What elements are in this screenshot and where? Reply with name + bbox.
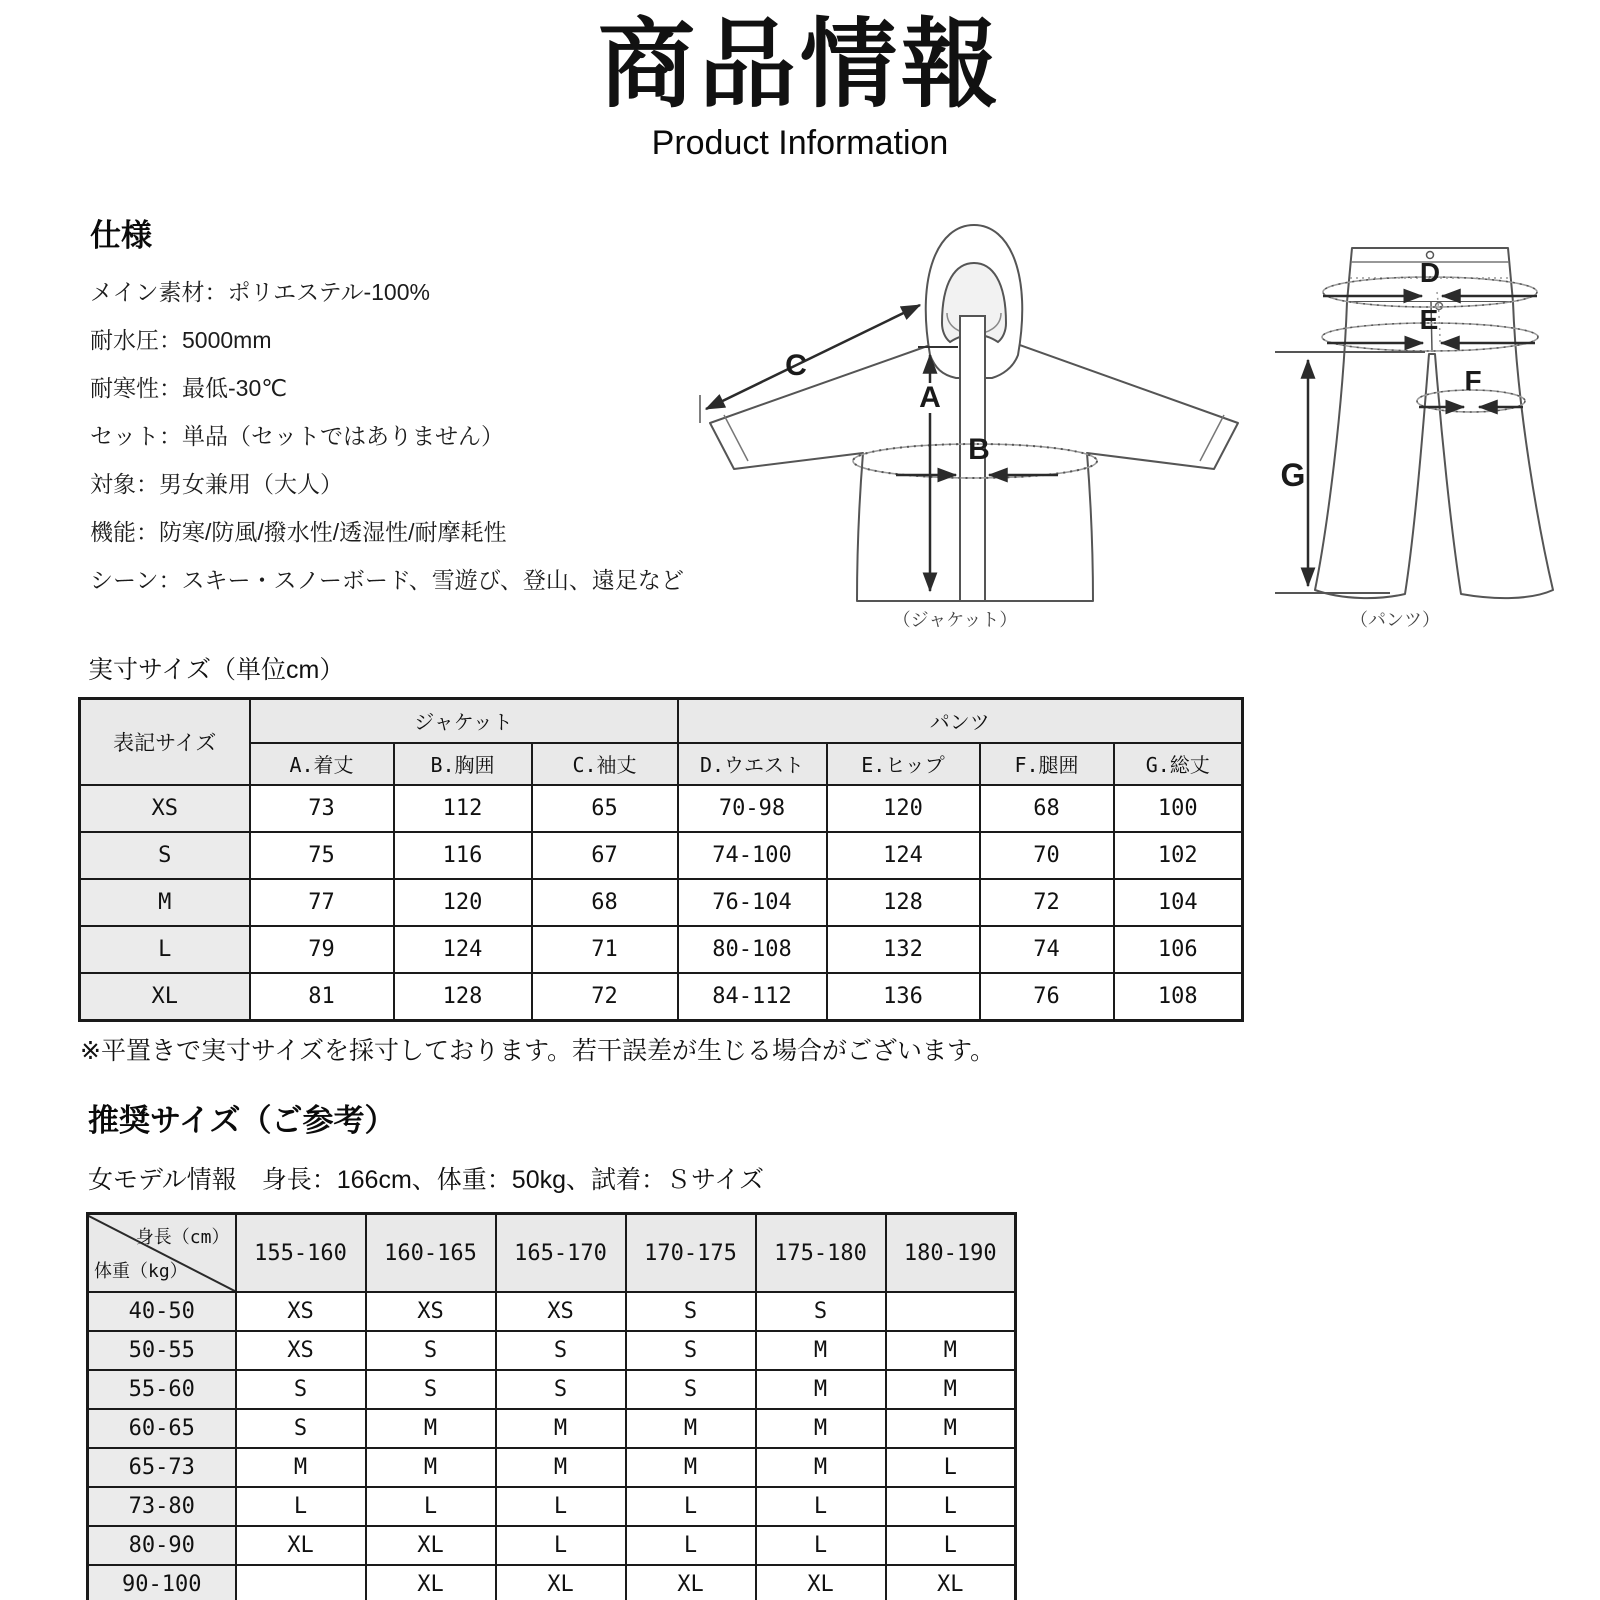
recommend-table-row-value: L (886, 1487, 1016, 1526)
size-col-header: A.着丈 (250, 743, 394, 785)
recommend-table-row-value (886, 1292, 1016, 1331)
size-table-row-label: XS (80, 785, 250, 832)
recommend-table-row-value: M (756, 1331, 886, 1370)
recommend-table-row-value: XS (496, 1292, 626, 1331)
recommend-table-row-value: L (366, 1487, 496, 1526)
size-table-row-value: 79 (250, 926, 394, 973)
corner-height-label: 身長（cm） (135, 1227, 230, 1248)
size-table-row-value: 128 (827, 879, 980, 926)
size-table-row-value: 74-100 (678, 832, 827, 879)
size-table-body (80, 785, 1243, 1021)
recommend-table-row-value: L (236, 1487, 366, 1526)
size-table-row-value: 100 (1114, 785, 1243, 832)
size-table-row-value: 76 (980, 973, 1114, 1021)
spec-lines (90, 266, 684, 602)
recommend-table-row-value: S (626, 1331, 756, 1370)
size-table-row-value: 112 (394, 785, 532, 832)
recommend-table-row-value: L (496, 1487, 626, 1526)
recommend-table (86, 1212, 1017, 1600)
size-table-row-value: 65 (532, 785, 678, 832)
size-table-row-value: 68 (980, 785, 1114, 832)
recommend-table-row-value: S (236, 1370, 366, 1409)
spec-line: 耐水圧：5000mm (90, 326, 272, 353)
recommend-heading: 推奨サイズ（ご参考） (88, 1103, 396, 1138)
recommend-table-row-value: XL (756, 1565, 886, 1600)
size-table-row-value: 120 (827, 785, 980, 832)
recommend-table-row-value: M (236, 1448, 366, 1487)
measure-label-total: G (1280, 457, 1306, 493)
height-col-header: 175-180 (756, 1214, 886, 1293)
size-table-row-value: 108 (1114, 973, 1243, 1021)
recommend-table-row-value: S (236, 1409, 366, 1448)
size-table-row-value: 116 (394, 832, 532, 879)
size-table-row-value: 106 (1114, 926, 1243, 973)
recommend-table-row (88, 1448, 1016, 1487)
recommend-table-row-value: S (626, 1292, 756, 1331)
spec-line: 耐寒性：最低-30℃ (90, 374, 288, 401)
recommend-table-row (88, 1409, 1016, 1448)
recommend-table-corner (88, 1214, 236, 1293)
jacket-caption: （ジャケット） (892, 610, 1018, 630)
recommend-table-row-value: M (366, 1448, 496, 1487)
recommend-table-row (88, 1487, 1016, 1526)
size-col-header: F.腿囲 (980, 743, 1114, 785)
recommend-table-row-value: XS (236, 1331, 366, 1370)
recommend-table-row-value: S (366, 1331, 496, 1370)
size-table-row-value: 72 (532, 973, 678, 1021)
size-table-title: 実寸サイズ（単位cm） (88, 656, 345, 684)
recommend-table-row-value: XS (236, 1292, 366, 1331)
size-table-row (80, 879, 1243, 926)
jacket-diagram (690, 213, 1240, 613)
size-table-row (80, 926, 1243, 973)
size-table-row-value: 72 (980, 879, 1114, 926)
recommend-table-row-value: XS (366, 1292, 496, 1331)
recommend-table-row-value: S (496, 1370, 626, 1409)
size-table (78, 697, 1244, 1022)
size-col-header: B.胸囲 (394, 743, 532, 785)
page-subtitle: Product Information (651, 124, 949, 162)
size-table-row-value: 70-98 (678, 785, 827, 832)
recommend-table-row-value: XL (496, 1565, 626, 1600)
spec-line: 対象：男女兼用（大人） (90, 470, 343, 497)
pants-caption: （パンツ） (1350, 610, 1440, 630)
size-table-row (80, 973, 1243, 1021)
height-col-header: 170-175 (626, 1214, 756, 1293)
size-table-row-label: S (80, 832, 250, 879)
recommend-table-row-value: M (366, 1409, 496, 1448)
recommend-table-row-value: M (626, 1448, 756, 1487)
recommend-table-row-value: M (756, 1409, 886, 1448)
recommend-table-row-label: 90-100 (88, 1565, 236, 1600)
specs-heading: 仕様 (90, 218, 152, 253)
height-col-header: 155-160 (236, 1214, 366, 1293)
size-table-row-value: 76-104 (678, 879, 827, 926)
size-table-row-label: L (80, 926, 250, 973)
size-table-row-value: 68 (532, 879, 678, 926)
recommend-table-row-value: L (886, 1448, 1016, 1487)
size-table-row-value: 73 (250, 785, 394, 832)
corner-weight-label: 体重（kg） (94, 1261, 188, 1282)
size-table-row-value: 132 (827, 926, 980, 973)
height-col-header: 165-170 (496, 1214, 626, 1293)
size-col-header: E.ヒップ (827, 743, 980, 785)
size-table-row-value: 124 (827, 832, 980, 879)
recommend-table-row-label: 60-65 (88, 1409, 236, 1448)
pants-diagram (1255, 230, 1585, 605)
size-table-row-value: 120 (394, 879, 532, 926)
size-table-row-value: 80-108 (678, 926, 827, 973)
recommend-table-row-value: M (886, 1370, 1016, 1409)
recommend-table-row-label: 73-80 (88, 1487, 236, 1526)
measure-label-thigh: F (1464, 365, 1482, 396)
size-col-header: D.ウエスト (678, 743, 827, 785)
recommend-table-row-value: M (886, 1331, 1016, 1370)
recommend-table-body (88, 1292, 1016, 1600)
recommend-table-row-label: 65-73 (88, 1448, 236, 1487)
recommend-table-row (88, 1526, 1016, 1565)
recommend-table-row-value: S (626, 1370, 756, 1409)
measure-label-waist: D (1419, 257, 1441, 288)
model-info: 女モデル情報 身長：166cm、体重：50kg、試着：Ｓサイズ (88, 1166, 764, 1194)
recommend-table-row-value (236, 1565, 366, 1600)
spec-line: メイン素材：ポリエステル-100% (90, 278, 430, 305)
recommend-table-row-value: XL (236, 1526, 366, 1565)
size-table-row-value: 81 (250, 973, 394, 1021)
recommend-table-row-value: L (626, 1487, 756, 1526)
recommend-table-row-value: M (626, 1409, 756, 1448)
recommend-table-row-value: L (886, 1526, 1016, 1565)
size-table-row-value: 75 (250, 832, 394, 879)
recommend-table-row-value: M (756, 1448, 886, 1487)
size-col-header: G.総丈 (1114, 743, 1243, 785)
recommend-table-row (88, 1370, 1016, 1409)
measure-label-chest: B (968, 433, 990, 466)
spec-line: セット：単品（セットではありません） (90, 422, 504, 449)
recommend-table-row-label: 55-60 (88, 1370, 236, 1409)
size-table-row-value: 74 (980, 926, 1114, 973)
size-table-row-value: 104 (1114, 879, 1243, 926)
size-table-row-value: 67 (532, 832, 678, 879)
height-col-header: 180-190 (886, 1214, 1016, 1293)
recommend-table-row-label: 50-55 (88, 1331, 236, 1370)
size-table-row-value: 136 (827, 973, 980, 1021)
recommend-table-row-value: XL (366, 1526, 496, 1565)
recommend-table-row-value: M (756, 1370, 886, 1409)
recommend-table-row-value: XL (886, 1565, 1016, 1600)
size-col-header: C.袖丈 (532, 743, 678, 785)
recommend-table-row-value: S (366, 1370, 496, 1409)
size-table-row-label: XL (80, 973, 250, 1021)
spec-line: 機能：防寒/防風/撥水性/透湿性/耐摩耗性 (90, 518, 507, 545)
recommend-table-row (88, 1565, 1016, 1600)
spec-line: シーン：スキー・スノーボード、雪遊び、登山、遠足など (90, 566, 684, 593)
size-table-row (80, 785, 1243, 832)
recommend-table-row-value: L (496, 1526, 626, 1565)
measure-label-length: A (919, 381, 941, 414)
measurement-note: ※平置きで実寸サイズを採寸しております。若干誤差が生じる場合がございます。 (80, 1037, 995, 1065)
recommend-table-row-value: L (756, 1487, 886, 1526)
size-table-row-value: 124 (394, 926, 532, 973)
recommend-table-row-value: S (496, 1331, 626, 1370)
recommend-table-row-value: L (626, 1526, 756, 1565)
size-table-group-pants: パンツ (678, 699, 1243, 743)
recommend-table-row (88, 1292, 1016, 1331)
measure-label-sleeve: C (785, 349, 807, 382)
recommend-table-row-value: L (756, 1526, 886, 1565)
page-title: 商品情報 (598, 10, 1002, 119)
size-table-row-value: 77 (250, 879, 394, 926)
recommend-table-row (88, 1331, 1016, 1370)
size-table-corner: 表記サイズ (80, 699, 250, 785)
measure-label-hip: E (1419, 304, 1439, 335)
size-table-group-jacket: ジャケット (250, 699, 678, 743)
size-table-row-value: 84-112 (678, 973, 827, 1021)
size-table-row (80, 832, 1243, 879)
recommend-table-row-label: 40-50 (88, 1292, 236, 1331)
size-table-row-value: 70 (980, 832, 1114, 879)
recommend-table-row-value: M (496, 1409, 626, 1448)
size-table-row-value: 128 (394, 973, 532, 1021)
size-table-row-value: 71 (532, 926, 678, 973)
recommend-table-row-value: XL (626, 1565, 756, 1600)
recommend-table-row-label: 80-90 (88, 1526, 236, 1565)
height-col-header: 160-165 (366, 1214, 496, 1293)
recommend-table-row-value: XL (366, 1565, 496, 1600)
size-table-row-label: M (80, 879, 250, 926)
recommend-table-row-value: M (496, 1448, 626, 1487)
size-table-row-value: 102 (1114, 832, 1243, 879)
recommend-table-row-value: M (886, 1409, 1016, 1448)
recommend-table-row-value: S (756, 1292, 886, 1331)
